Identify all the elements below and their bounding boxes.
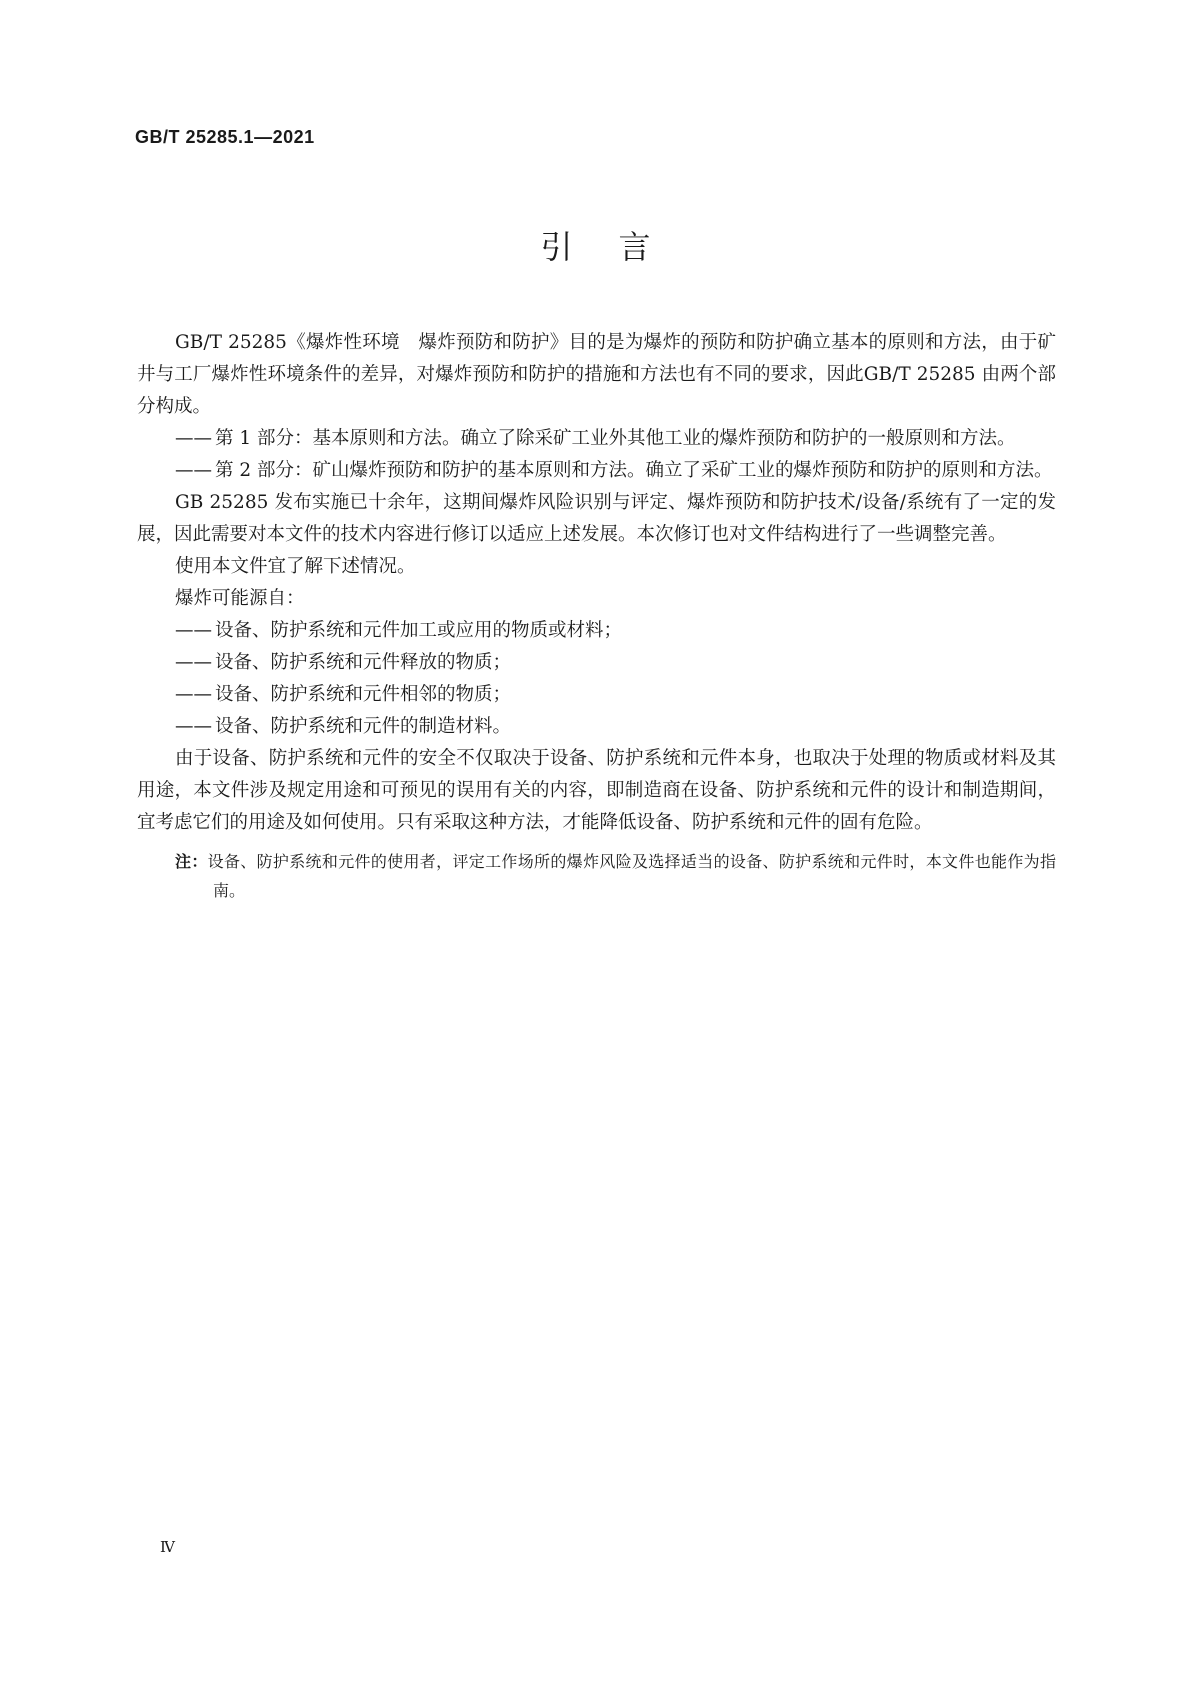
document-code: GB/T 25285.1—2021 — [135, 127, 315, 147]
intro-paragraph: GB/T 25285《爆炸性环境 爆炸预防和防护》目的是为爆炸的预防和防护确立基本的原则和方法，由于矿井与工厂爆炸性环境条件的差异，对爆炸预防和防护的措施和方法也有不同的要求，因此GB/T 25285 由两个部分构成。 — [137, 332, 1056, 417]
dash-marker: —— — [175, 716, 212, 737]
dash-marker: —— — [175, 652, 212, 673]
dash-marker: —— — [175, 684, 212, 705]
list-item-part-1 — [137, 423, 1056, 455]
page-title: 引言 — [540, 228, 697, 266]
revision-paragraph: GB 25285 发布实施已十余年，这期间爆炸风险识别与评定、爆炸预防和防护技术/设备/系统有了一定的发展，因此需要对本文件的技术内容进行修订以适应上述发展。本次修订也对文件结构进行了一些调整完善。 — [137, 492, 1056, 545]
list-item-text: 设备、防护系统和元件释放的物质； — [215, 652, 512, 673]
note-text: 设备、防护系统和元件的使用者，评定工作场所的爆炸风险及选择适当的设备、防护系统和元件时，本文件也能作为指南。 — [207, 852, 1056, 900]
dash-marker: —— — [175, 428, 212, 449]
list-item-source-1 — [137, 615, 1056, 647]
list-item-text: 第 1 部分：基本原则和方法。确立了除采矿工业外其他工业的爆炸预防和防护的一般原则和方法。 — [215, 428, 1016, 449]
list-item-text: 设备、防护系统和元件加工或应用的物质或材料； — [215, 620, 623, 641]
list-item-text: 设备、防护系统和元件的制造材料。 — [215, 716, 512, 737]
list-item-text: 设备、防护系统和元件相邻的物质； — [215, 684, 512, 705]
page-number: Ⅳ — [160, 1538, 175, 1556]
note-label: 注： — [175, 852, 208, 871]
dash-marker: —— — [175, 460, 212, 481]
list-item-source-3 — [137, 679, 1056, 711]
safety-paragraph: 由于设备、防护系统和元件的安全不仅取决于设备、防护系统和元件本身，也取决于处理的物质或材料及其用途，本文件涉及规定用途和可预见的误用有关的内容，即制造商在设备、防护系统和元件的设计和制造期间，宜考虑它们的用途及如何使用。只有采取这种方法，才能降低设备、防护系统和元件的固有危险。 — [137, 748, 1056, 833]
list-item-source-2 — [137, 647, 1056, 679]
usage-paragraph: 使用本文件宜了解下述情况。 — [175, 556, 416, 577]
sources-intro-paragraph: 爆炸可能源自： — [175, 588, 305, 609]
list-item-source-4 — [137, 711, 1056, 743]
main-content — [137, 327, 1056, 905]
dash-marker: —— — [175, 620, 212, 641]
list-item-part-2 — [137, 455, 1056, 487]
list-item-text: 第 2 部分：矿山爆炸预防和防护的基本原则和方法。确立了采矿工业的爆炸预防和防护的原则和方法。 — [215, 460, 1053, 481]
note — [137, 847, 1056, 905]
